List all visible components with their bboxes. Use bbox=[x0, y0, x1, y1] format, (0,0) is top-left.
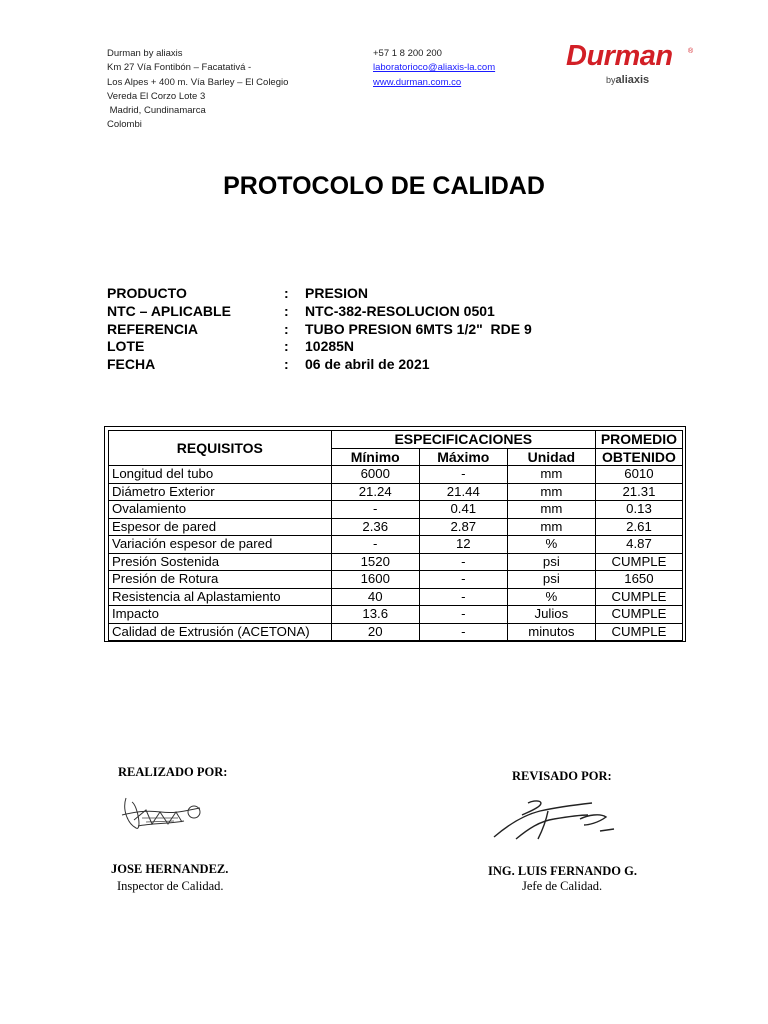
row-minimo: 20 bbox=[331, 623, 419, 641]
row-maximo: 2.87 bbox=[419, 518, 507, 536]
row-obtenido: CUMPLE bbox=[595, 588, 682, 606]
address-line: Durman by aliaxis bbox=[107, 48, 183, 59]
row-unidad: psi bbox=[507, 553, 595, 571]
signer-right-role: Jefe de Calidad. bbox=[522, 879, 603, 893]
field-value: NTC-382-RESOLUCION 0501 bbox=[305, 302, 495, 319]
field-label: FECHA bbox=[107, 356, 156, 373]
header-maximo: Máximo bbox=[419, 448, 507, 466]
email-link[interactable]: laboratorioco@aliaxis-la.com bbox=[373, 62, 496, 74]
field-value: TUBO PRESION 6MTS 1/2" RDE 9 bbox=[305, 320, 532, 337]
field-label: REFERENCIA bbox=[107, 320, 199, 337]
row-maximo: - bbox=[419, 606, 507, 624]
signer-left-name: JOSE HERNANDEZ. bbox=[111, 862, 229, 876]
row-requisito: Espesor de pared bbox=[109, 518, 332, 536]
row-minimo: - bbox=[331, 501, 419, 519]
signer-right-name: ING. LUIS FERNANDO G. bbox=[488, 864, 637, 878]
durman-logo bbox=[566, 40, 696, 90]
row-unidad: psi bbox=[507, 571, 595, 589]
header-obtenido: OBTENIDO bbox=[595, 448, 682, 466]
row-minimo: 13.6 bbox=[331, 606, 419, 624]
table-row bbox=[109, 606, 683, 624]
row-maximo: 12 bbox=[419, 536, 507, 554]
header-unidad: Unidad bbox=[507, 448, 595, 466]
row-obtenido: CUMPLE bbox=[595, 623, 682, 641]
company-address bbox=[107, 47, 288, 133]
table-row bbox=[109, 623, 683, 641]
row-minimo: 1600 bbox=[331, 571, 419, 589]
row-requisito: Ovalamiento bbox=[109, 501, 332, 519]
row-maximo: - bbox=[419, 571, 507, 589]
row-requisito: Impacto bbox=[109, 606, 332, 624]
address-line: Vereda El Corzo Lote 3 bbox=[107, 90, 206, 102]
address-line: Colombi bbox=[107, 119, 142, 131]
field-label: PRODUCTO bbox=[107, 285, 187, 301]
row-requisito: Resistencia al Aplastamiento bbox=[109, 588, 332, 606]
field-value: 06 de abril de 2021 bbox=[305, 356, 430, 373]
document-title: PROTOCOLO DE CALIDAD bbox=[223, 172, 545, 200]
table-body bbox=[109, 466, 683, 641]
table-row bbox=[109, 571, 683, 589]
row-maximo: - bbox=[419, 466, 507, 484]
row-requisito: Diámetro Exterior bbox=[109, 483, 332, 501]
field-separator: : bbox=[284, 302, 289, 319]
table-row bbox=[109, 466, 683, 484]
phone-number: +57 1 8 200 200 bbox=[373, 48, 442, 59]
row-obtenido: 6010 bbox=[595, 466, 682, 484]
row-unidad: % bbox=[507, 588, 595, 606]
row-obtenido: 4.87 bbox=[595, 536, 682, 554]
field-value: 10285N bbox=[305, 338, 355, 355]
signer-left-role: Inspector de Calidad. bbox=[117, 879, 224, 893]
header-requisitos: REQUISITOS bbox=[109, 431, 332, 466]
row-maximo: 0.41 bbox=[419, 501, 507, 519]
row-requisito: Calidad de Extrusión (ACETONA) bbox=[109, 623, 332, 641]
table-row bbox=[109, 483, 683, 501]
field-separator: : bbox=[284, 320, 289, 337]
row-unidad: mm bbox=[507, 501, 595, 519]
table-row bbox=[109, 518, 683, 536]
row-obtenido: 0.13 bbox=[595, 501, 682, 519]
field-label: NTC – APLICABLE bbox=[107, 302, 231, 319]
row-maximo: 21.44 bbox=[419, 483, 507, 501]
realizado-por-heading: REALIZADO POR: bbox=[118, 765, 228, 779]
row-obtenido: CUMPLE bbox=[595, 553, 682, 571]
row-minimo: 1520 bbox=[331, 553, 419, 571]
row-obtenido: 1650 bbox=[595, 571, 682, 589]
signature-left-image bbox=[116, 790, 206, 840]
header-minimo: Mínimo bbox=[331, 448, 419, 466]
table-row bbox=[109, 536, 683, 554]
signature-right-image bbox=[488, 795, 618, 845]
table-row bbox=[109, 588, 683, 606]
row-maximo: - bbox=[419, 588, 507, 606]
row-obtenido: 21.31 bbox=[595, 483, 682, 501]
table-row bbox=[109, 553, 683, 571]
field-label: LOTE bbox=[107, 338, 145, 355]
website-link[interactable]: www.durman.com.co bbox=[373, 76, 462, 88]
row-minimo: 6000 bbox=[331, 466, 419, 484]
row-unidad: Julios bbox=[507, 606, 595, 624]
field-separator: : bbox=[284, 285, 289, 301]
table-row bbox=[109, 501, 683, 519]
row-minimo: 2.36 bbox=[331, 518, 419, 536]
contact-info bbox=[373, 47, 495, 90]
row-requisito: Presión de Rotura bbox=[109, 571, 332, 589]
field-separator: : bbox=[284, 338, 289, 355]
row-unidad: mm bbox=[507, 466, 595, 484]
quality-table-frame bbox=[104, 426, 686, 642]
field-separator: : bbox=[284, 356, 289, 373]
row-obtenido: 2.61 bbox=[595, 518, 682, 536]
revisado-por-heading: REVISADO POR: bbox=[512, 769, 612, 783]
row-minimo: 40 bbox=[331, 588, 419, 606]
row-maximo: - bbox=[419, 553, 507, 571]
header-promedio: PROMEDIO bbox=[595, 431, 682, 449]
row-obtenido: CUMPLE bbox=[595, 606, 682, 624]
row-requisito: Longitud del tubo bbox=[109, 466, 332, 484]
row-unidad: mm bbox=[507, 518, 595, 536]
address-line: Km 27 Vía Fontibón – Facatativá - bbox=[107, 62, 252, 74]
row-requisito: Presión Sostenida bbox=[109, 553, 332, 571]
row-minimo: 21.24 bbox=[331, 483, 419, 501]
row-requisito: Variación espesor de pared bbox=[109, 536, 332, 554]
address-line: Los Alpes + 400 m. Vía Barley – El Colegio bbox=[107, 76, 289, 88]
field-value: PRESION bbox=[305, 285, 369, 301]
row-unidad: minutos bbox=[507, 623, 595, 641]
logo-subtitle: byaliaxis bbox=[606, 74, 650, 86]
logo-registered-mark: ® bbox=[688, 48, 694, 55]
row-unidad: mm bbox=[507, 483, 595, 501]
header-especificaciones: ESPECIFICACIONES bbox=[331, 431, 595, 449]
address-line: Madrid, Cundinamarca bbox=[107, 105, 206, 117]
row-unidad: % bbox=[507, 536, 595, 554]
quality-table bbox=[108, 430, 683, 641]
logo-wordmark: Durman bbox=[566, 40, 673, 72]
row-maximo: - bbox=[419, 623, 507, 641]
row-minimo: - bbox=[331, 536, 419, 554]
